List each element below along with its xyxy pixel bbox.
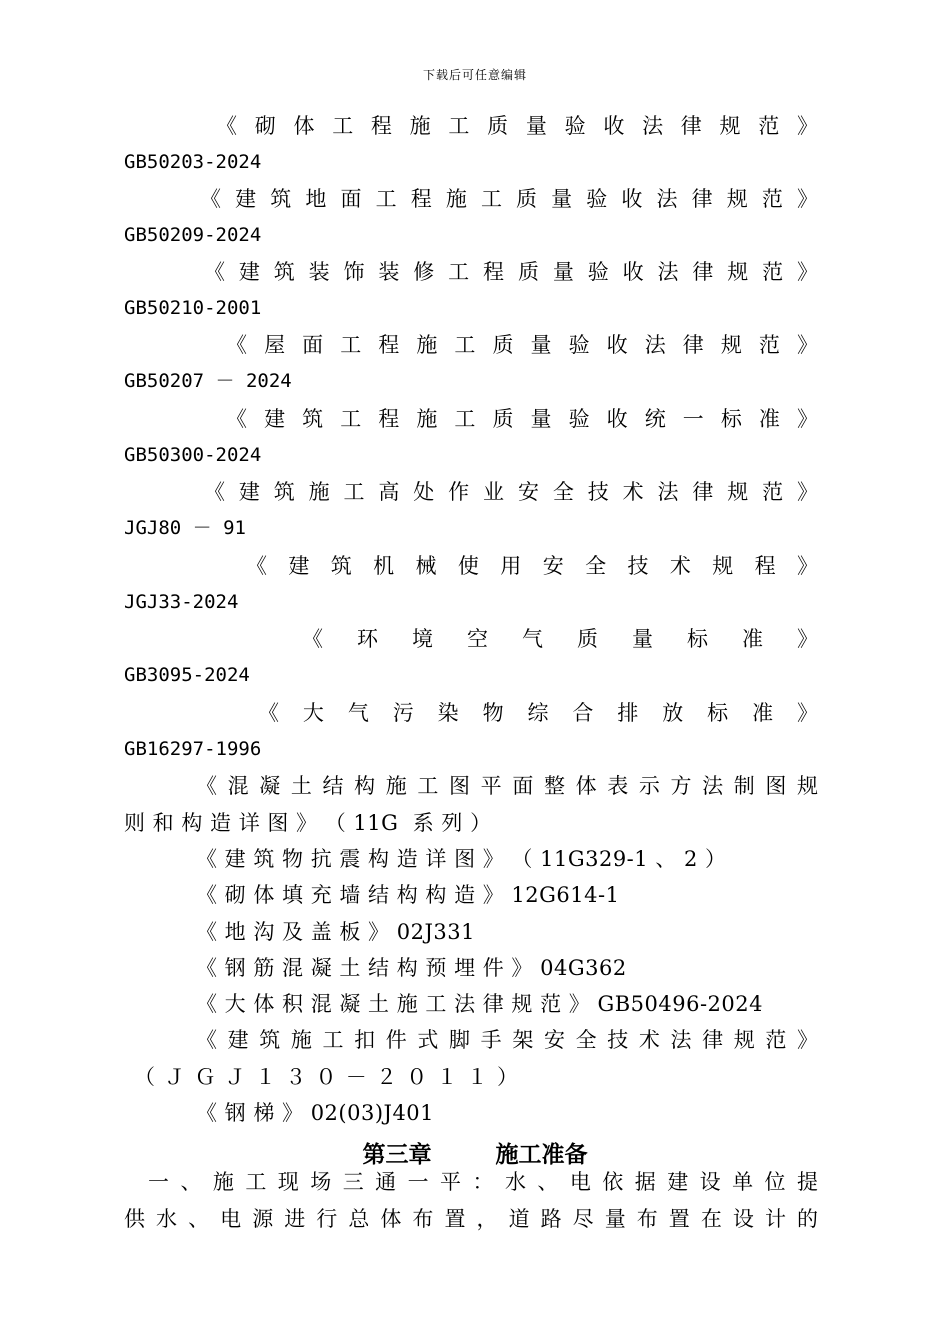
ref-title: 《大气污染物综合排放标准》	[258, 701, 818, 725]
ref-title: 《建筑装饰装修工程质量验收法律规范》	[204, 260, 818, 284]
ref-title: 《环境空气质量标准》	[302, 627, 818, 651]
ref-code: GB50210-2001	[124, 297, 262, 319]
ref-line: 《 钢 筋 混 凝 土 结 构 预 埋 件 》 04G362	[196, 956, 627, 980]
ref-line: 《 大 体 积 混 凝 土 施 工 法 律 规 范 》 GB50496-2024	[196, 992, 764, 1016]
ref-title: 《建筑地面工程施工质量验收法律规范》	[200, 187, 818, 211]
ref-title: 《屋面工程施工质量验收法律规范》	[226, 333, 818, 357]
chapter-heading: 第三章 施工准备	[362, 1142, 588, 1168]
ref-code: JGJ33-2024	[124, 591, 239, 613]
ref-line: 《 地 沟 及 盖 板 》 02J331	[196, 920, 475, 944]
ref-stairs: 《 钢 梯 》 02(03)J401	[196, 1101, 435, 1125]
ref-code: JGJ80 － 91	[124, 517, 246, 539]
page-header: 下载后可任意编辑	[422, 68, 527, 82]
paragraph-line1: 一、施工现场三通一平：水、电依据建设单位提	[148, 1170, 818, 1194]
ref-code: GB3095-2024	[124, 664, 250, 686]
ref-code: GB16297-1996	[124, 738, 262, 760]
ref-long-line1: 《混凝土结构施工图平面整体表示方法制图规	[196, 774, 818, 798]
ref-code: GB50207 － 2024	[124, 370, 292, 392]
ref-line: 《 砌 体 填 充 墙 结 构 构 造 》 12G614-1	[196, 883, 620, 907]
paragraph-line2: 供水、电源进行总体布置，道路尽量布置在设计的	[124, 1207, 818, 1231]
ref-code: GB50203-2024	[124, 151, 262, 173]
ref-code: GB50300-2024	[124, 444, 262, 466]
ref-title: 《建筑施工高处作业安全技术法律规范》	[204, 480, 818, 504]
ref-long-line2: 则 和 构 造 详 图 》 （ 11G 系 列 ）	[124, 811, 492, 835]
ref-title: 《建筑机械使用安全技术规程》	[246, 554, 818, 578]
ref-title: 《砌体工程施工质量验收法律规范》	[216, 114, 818, 138]
ref-title: 《建筑工程施工质量验收统一标准》	[226, 407, 818, 431]
ref-code: GB50209-2024	[124, 224, 262, 246]
ref-scaffold-line2: （ＪＧＪ１３０－２０１１）	[134, 1065, 518, 1089]
ref-line: 《 建 筑 物 抗 震 构 造 详 图 》 （ 11G329-1 、 2 ）	[196, 847, 727, 871]
ref-scaffold-line1: 《建筑施工扣件式脚手架安全技术法律规范》	[196, 1028, 818, 1052]
